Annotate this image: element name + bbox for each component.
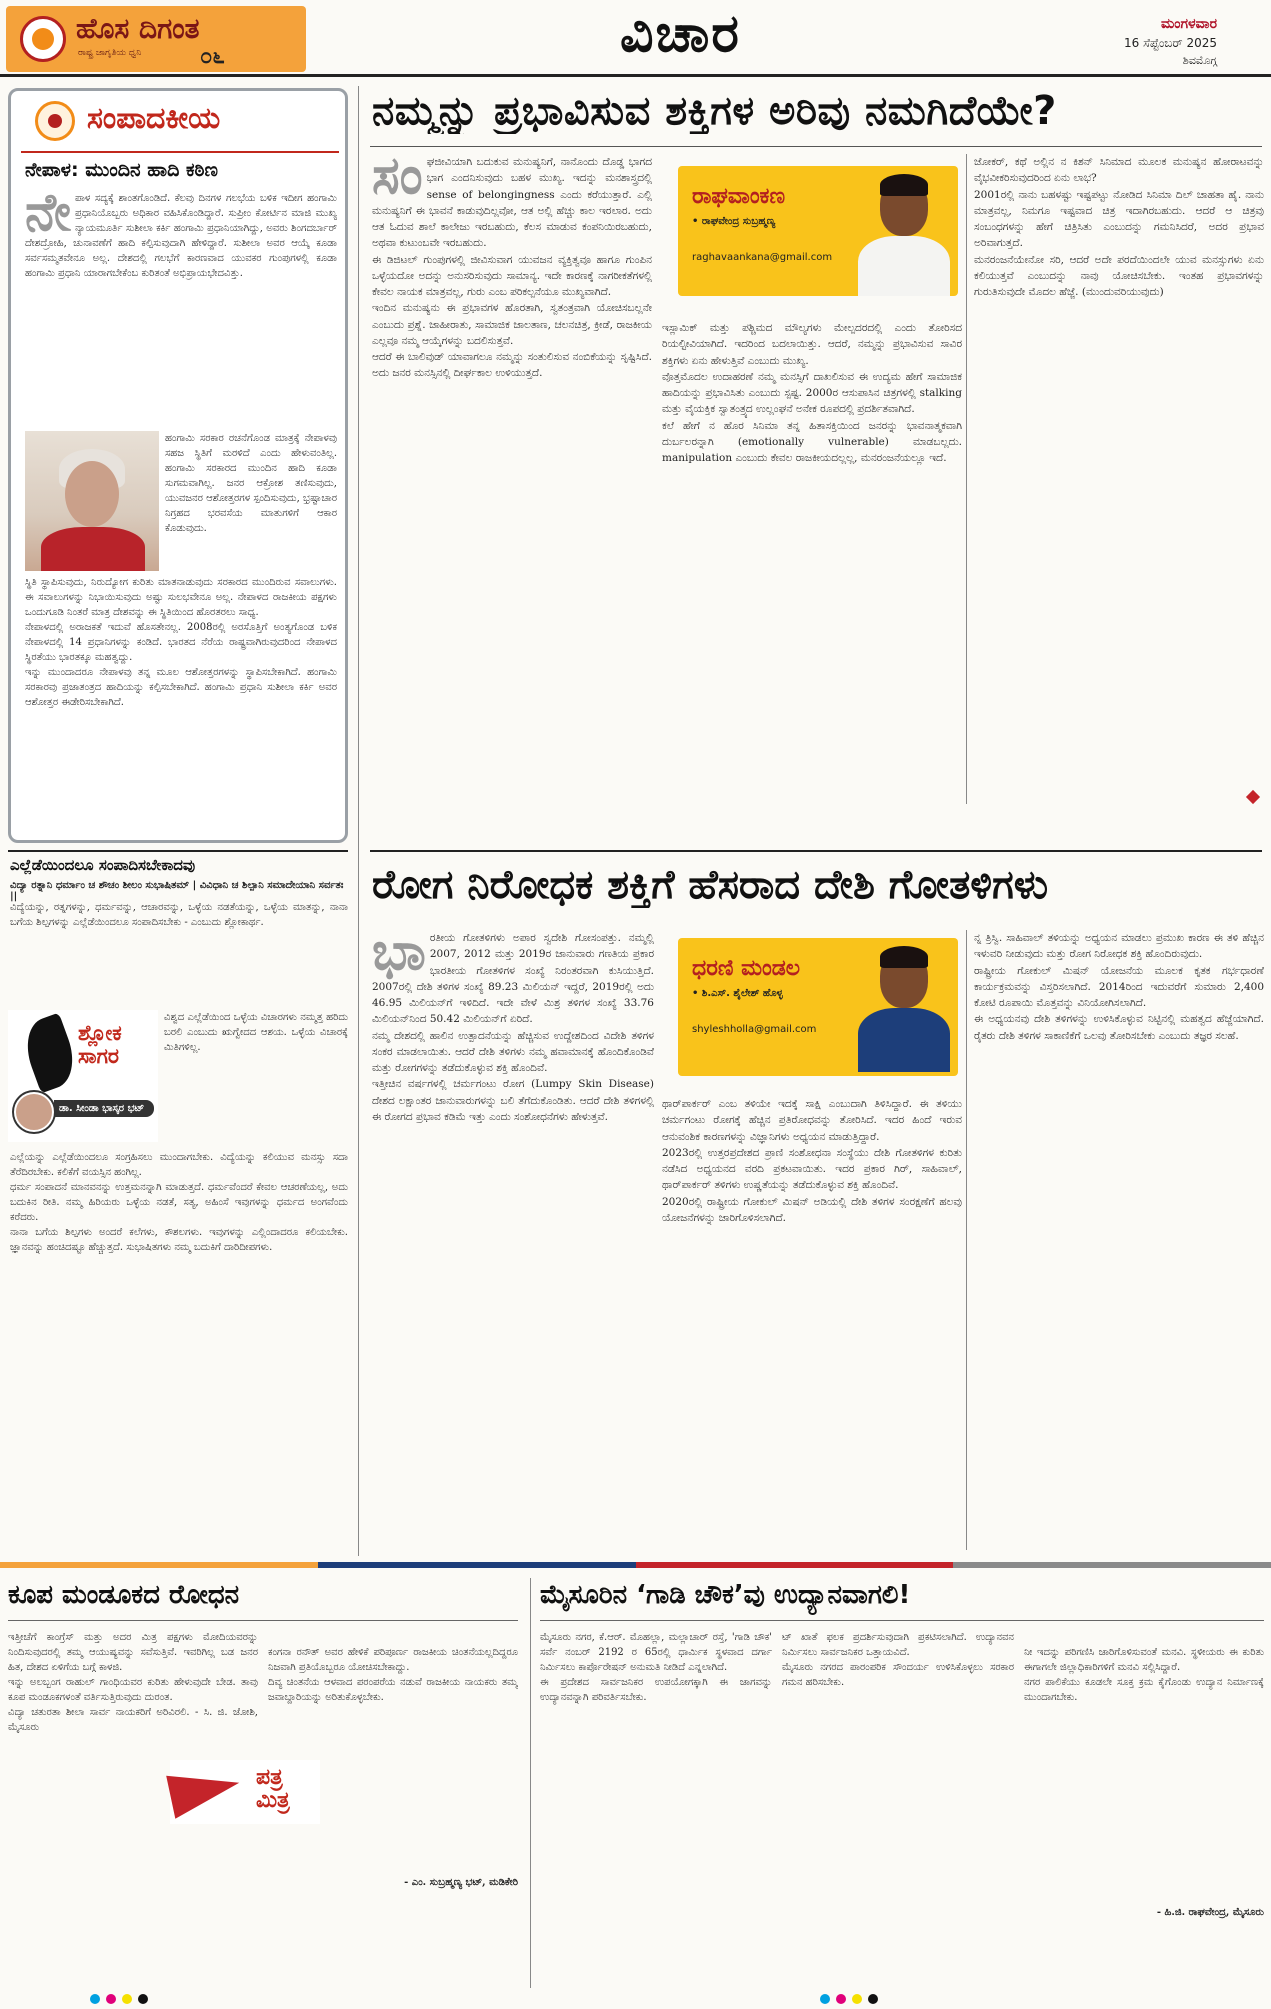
divider	[21, 151, 339, 153]
letter-body-col1: ಮೈಸೂರು ನಗರ, ಕೆ.ಆರ್. ಮೊಹಲ್ಲಾ, ಮಲ್ಲಾಚಾರ್ ರಸ್ತೆ, 'ಗಾಡಿ ಚೌಕ' ಸರ್ವೆ ನಂಬರ್ 2192 ರ 65ರಲ್ಲಿ ಧಾರ್ಮಿಕ ಸ್ಥಳವಾದ ದರ್ಗಾ ನಿರ್ಮಿಸಲು ಕಾರ್ಪೊರೇಷನ್ ಅನುಮತಿ ನೀಡಿದೆ ಎನ್ನಲಾಗಿದೆ. ಈ ಪ್ರದೇಶದ ಸಾರ್ವಜನಿಕರ ಉಪಯೋಗಕ್ಕಾಗಿ ಈ ಜಾಗವನ್ನು ಉದ್ಯಾನವನ್ನಾಗಿ ಪರಿವರ್ತಿಸಬೇಕು.	[540, 1632, 772, 1703]
letter-signature: - ಎಂ. ಸುಬ್ರಹ್ಮಣ್ಯ ಭಟ್, ಮಡಿಕೇರಿ	[404, 1877, 518, 1888]
author-email: raghavaankana@gmail.com	[692, 252, 833, 263]
print-registration-marks	[820, 1994, 878, 2004]
paper-plane-icon	[166, 1761, 244, 1819]
letter-text: ಕಂಗನಾ ರನೌತ್ ಅವರ ಹೇಳಿಕೆ ಪರಿಪೂರ್ಣ ರಾಜಕೀಯ ಚಿಂತನೆಯಲ್ಲದಿದ್ದರೂ ನಿಜವಾಗಿ ಪ್ರತಿಯೊಬ್ಬರೂ ಯೋಚಿಸಬೇಕಾದ್ದು. ದಿವ್ಯ ಚಿಂತನೆಯ ಆಳವಾದ ಪರಂಪರೆಯ ನಡುವೆ ರಾಜಕೀಯ ನಾಯಕರು ತಮ್ಮ ಜವಾಬ್ದಾರಿಯನ್ನು ಅರಿತುಕೊಳ್ಳಬೇಕು.	[268, 1647, 518, 1703]
divider	[540, 1620, 1264, 1621]
article-body-col3: ಜೋಕರ್, ಕಥೆ ಅಲ್ಲಿನ ನ ಕಿಶನ್ ಸಿನಿಮಾದ ಮೂಲಕ ಮನುಷ್ಯನ ಹೋರಾಟವನ್ನು ವೈಭವೀಕರಿಸುವುದರಿಂದ ಏನು ಲಾಭ? 2001ರಲ್ಲಿ ನಾನು ಬಹಳಷ್ಟು ಇಷ್ಟಪಟ್ಟು ನೋಡಿದ ಸಿನಿಮಾ ದಿಲ್ ಚಾಹತಾ ಹೈ. ನಾನು ಮಾತ್ರವಲ್ಲ, ನಿಮಗೂ ಇಷ್ಟವಾದ ಚಿತ್ರ ಇದಾಗಿರಬಹುದು. ಆದರೆ ಆ ಚಿತ್ರವು ಸಂಬಂಧಗಳನ್ನು ಹೇಗೆ ಚಿತ್ರಿಸಿತು ಎಂಬುದನ್ನು ಗಮನಿಸಿದರೆ, ಅದರ ಪ್ರಭಾವ ಅರಿವಾಗುತ್ತದೆ. ಮನರಂಜನೆಯೇನೋ ಸರಿ, ಆದರೆ ಅದೇ ಪರದೆಯಿಂದಲೇ ಯುವ ಮನಸ್ಸುಗಳು ಏನು ಕಲಿಯುತ್ತವೆ ಎಂಬುದನ್ನು ನಾವು ಯೋಚಿಸಬೇಕು. ಇಂತಹ ಪ್ರಭಾವಗಳನ್ನು ಗುರುತಿಸುವುದೇ ಮೊದಲ ಹೆಜ್ಜೆ. (ಮುಂದುವರಿಯುವುದು)	[974, 156, 1264, 299]
emblem-icon	[20, 16, 66, 62]
dropcap: ಭಾ	[372, 930, 426, 982]
editorial-body-2: ಹಂಗಾಮಿ ಸರಕಾರ ರಚನೆಗೊಂಡ ಮಾತ್ರಕ್ಕೆ ನೇಪಾಳವು ಸಹಜ ಸ್ಥಿತಿಗೆ ಮರಳಿದೆ ಎಂದು ಹೇಳುವಂತಿಲ್ಲ. ಹಂಗಾಮಿ ಸರಕಾರದ ಮುಂದಿನ ಹಾದಿ ಕೂಡಾ ಸುಗಮವಾಗಿಲ್ಲ. ಜನರ ಆಕ್ರೋಶ ತಣಿಸುವುದು, ಯುವಜನರ ಆಶೋತ್ತರಗಳ ಸ್ಪಂದಿಸುವುದು, ಭ್ರಷ್ಟಾಚಾರ ನಿಗ್ರಹದ ಭರವಸೆಯ ಮಾತುಗಳಿಗೆ ಆಕಾರ ಕೊಡುವುದು.	[165, 433, 337, 534]
editorial-body-1: ಪಾಳ ಸದ್ಯಕ್ಕೆ ಶಾಂತಗೊಂಡಿದೆ. ಕೆಲವು ದಿನಗಳ ಗಲಭೆಯ ಬಳಿಕ ಇದೀಗ ಹಂಗಾಮಿ ಪ್ರಧಾನಿಯೊಬ್ಬರು ಅಧಿಕಾರ ವಹಿಸಿಕೊಂಡಿದ್ದಾರೆ. ಸುಪ್ರೀಂ ಕೋರ್ಟಿನ ಮಾಜಿ ಮುಖ್ಯ ನ್ಯಾಯಮೂರ್ತಿ ಸುಶೀಲಾ ಕರ್ಕಿ ಹಂಗಾಮಿ ಪ್ರಧಾನಿಯಾಗಿದ್ದು, ಅವರು ಶಿಂಗದರ್ಬಾರ್ ದೇಶದ್ರೋಹಿ, ಚುನಾವಣೆಗೆ ಹಾದಿ ಕಲ್ಪಿಸುವುದಾಗಿ ಹೇಳಿದ್ದಾರೆ. ಸುಶೀಲಾ ಅವರ ಆಯ್ಕೆ ಕೂಡಾ ಸರ್ವಸಮ್ಮತವೇನೂ ಅಲ್ಲ. ದೇಶದಲ್ಲಿ ಗಲಭೆಗೆ ಕಾರಣವಾದ ಯುವಕರ ಗುಂಪುಗಳಲ್ಲಿ ಕೂಡಾ ಹಂಗಾಮಿ ಪ್ರಧಾನಿ ಯಾರಾಗಬೇಕೆಂಬ ಕುರಿತಂತೆ ಅಭಿಪ್ರಾಯಭೇದವಿತ್ತು.	[25, 193, 337, 279]
letter-text: ನೀ ಇದನ್ನು ಪರಿಗಣಿಸಿ ಜಾರಿಗೊಳಿಸುವಂತೆ ಮನವಿ. ಸ್ಥಳೀಯರು ಈ ಕುರಿತು ಈಗಾಗಲೇ ಜಿಲ್ಲಾಧಿಕಾರಿಗಳಿಗೆ ಮನವಿ ಸಲ್ಲಿಸಿದ್ದಾರೆ. ನಗರ ಪಾಲಿಕೆಯು ಕೂಡಲೇ ಸೂಕ್ತ ಕ್ರಮ ಕೈಗೊಂಡು ಉದ್ಯಾನ ನಿರ್ಮಾಣಕ್ಕೆ ಮುಂದಾಗಬೇಕು.	[1024, 1647, 1264, 1703]
quill-icon	[17, 1013, 82, 1094]
editorial-box	[8, 88, 348, 843]
edition-city: ಶಿವಮೊಗ್ಗ	[1182, 54, 1217, 67]
shloka-verse: ವಿದ್ಯಾ ರತ್ನಾನಿ ಧರ್ಮಾಂ ಚ ಶೌಚಂ ಶೀಲಂ ಸುಭಾಷಿತಮ್ | ವಿವಿಧಾನಿ ಚ ಶಿಲ್ಪಾನಿ ಸಮಾದೇಯಾನಿ ಸರ್ವತಃ ||	[10, 880, 344, 902]
divider	[8, 1620, 518, 1621]
shloka-body-1: ವಿದ್ಯೆಯನ್ನು, ರತ್ನಗಳನ್ನು, ಧರ್ಮವನ್ನು, ಆಚಾರವನ್ನು, ಒಳ್ಳೆಯ ನಡತೆಯನ್ನು, ಒಳ್ಳೆಯ ಮಾತನ್ನು, ನಾನಾ ಬಗೆಯ ಶಿಲ್ಪಗಳನ್ನು ಎಲ್ಲೆಡೆಯಿಂದಲೂ ಸಂಪಾದಿಸಬೇಕು - ಎಂಬುದು ಶ್ಲೋಕಾರ್ಥ.	[10, 902, 348, 928]
masthead-divider	[0, 74, 1271, 77]
newspaper-logo	[6, 6, 306, 72]
editorial-emblem-icon	[35, 101, 75, 141]
paper-name: ಹೊಸ ದಿಗಂತ	[76, 12, 200, 45]
masthead	[0, 0, 1271, 76]
author-avatar	[14, 1092, 54, 1132]
date-text: 16 ಸೆಪ್ಟೆಂಬರ್ 2025	[1123, 36, 1217, 50]
patra-mitra-badge	[170, 1760, 320, 1824]
shloka-headline: ಎಲ್ಲೆಡೆಯಿಂದಲೂ ಸಂಪಾದಿಸಬೇಕಾದವು	[10, 856, 196, 874]
author-email: shyleshholla@gmail.com	[692, 1024, 817, 1035]
editorial-body-3: ಸ್ಥಿತಿ ಸ್ಥಾಪಿಸುವುದು, ನಿರುದ್ಯೋಗ ಕುರಿತು ಮಾತನಾಡುವುದು ಸರಕಾರದ ಮುಂದಿರುವ ಸವಾಲುಗಳು. ಈ ಸವಾಲುಗಳನ್ನು ನಿಭಾಯಿಸುವುದು ಅಷ್ಟು ಸುಲಭವೇನೂ ಅಲ್ಲ. ನೇಪಾಳದ ರಾಜಕೀಯ ಪಕ್ಷಗಳು ಒಂದುಗೂಡಿ ನಿಂತರೆ ಮಾತ್ರ ದೇಶವನ್ನು ಈ ಸ್ಥಿತಿಯಿಂದ ಹೊರತರಲು ಸಾಧ್ಯ. ನೇಪಾಳದಲ್ಲಿ ಅರಾಜಕತೆ ಇದುವೆ ಹೊಸತೇನಲ್ಲ. 2008ರಲ್ಲಿ ಅರಸೊತ್ತಿಗೆ ಅಂತ್ಯಗೊಂಡ ಬಳಿಕ ನೇಪಾಳದಲ್ಲಿ 14 ಪ್ರಧಾನಿಗಳನ್ನು ಕಂಡಿದೆ. ಭಾರತದ ನೆರೆಯ ರಾಷ್ಟ್ರವಾಗಿರುವುದರಿಂದ ನೇಪಾಳದ ಸ್ಥಿರತೆಯು ಭಾರತಕ್ಕೂ ಮಹತ್ವದ್ದು. ಇನ್ನು ಮುಂದಾದರೂ ನೇಪಾಳವು ತನ್ನ ಮೂಲ ಆಶೋತ್ತರಗಳನ್ನು ಸ್ಥಾಪಿಸಬೇಕಾಗಿದೆ. ಹಂಗಾಮಿ ಸರಕಾರವು ಪ್ರಜಾತಂತ್ರದ ಹಾದಿಯನ್ನು ಕಲ್ಪಿಸಬೇಕಾಗಿದೆ. ಹಂಗಾಮಿ ಪ್ರಧಾನಿ ಸುಶೀಲಾ ಕರ್ಕಿ ಅವರ ಆಶೋತ್ತರ ಈಡೇರಿಸಬೇಕಾಗಿದೆ.	[25, 577, 337, 708]
author-name: • ರಾಘವೇಂದ್ರ ಸುಬ್ರಹ್ಮಣ್ಯ	[692, 216, 776, 227]
divider	[370, 146, 1262, 147]
article-column	[372, 154, 652, 804]
letter-body-col2: ಟ್ ಖಾತೆ ಫಲಕ ಪ್ರದರ್ಶಿಸುವುದಾಗಿ ಪ್ರಕಟಿಸಲಾಗಿದೆ. ಉದ್ಯಾನವನ ನಿರ್ಮಿಸಲು ಸಾರ್ವಜನಿಕರ ಒತ್ತಾಯವಿದೆ. ಮೈಸೂರು ನಗರದ ಪಾರಂಪರಿಕ ಸೌಂದರ್ಯ ಉಳಿಸಿಕೊಳ್ಳಲು ಸರಕಾರ ಗಮನ ಹರಿಸಬೇಕು.	[782, 1632, 1014, 1688]
letter-body-col1: ಇತ್ತೀಚೆಗೆ ಕಾಂಗ್ರೆಸ್ ಮತ್ತು ಅದರ ಮಿತ್ರ ಪಕ್ಷಗಳು ಮೋದಿಯವರನ್ನು ನಿಂದಿಸುವುದರಲ್ಲಿ ತಮ್ಮ ಆಯುಷ್ಯವನ್ನು ಸವೆಸುತ್ತಿವೆ. ಇವರಿಗಿಲ್ಲ ಬಡ ಜನರ ಹಿತ, ದೇಶದ ಏಳಿಗೆಯ ಬಗ್ಗೆ ಕಾಳಜಿ. ಇನ್ನು ಅಲಬ್ಬಂಗ ರಾಹುಲ್ ಗಾಂಧಿಯವರ ಕುರಿತು ಹೇಳುವುದೇ ಬೇಡ. ತಾವು ಕೂಪ ಮಂಡೂಕಗಳಂತೆ ವರ್ತಿಸುತ್ತಿರುವುದು ದುರಂತ. ವಿದ್ಯಾ ಚತುರತಾ ಶೀಲಾ ಸಾರ್ವ ನಾಯಕರಿಗೆ ಅರಿವಿರಲಿ. - ಸಿ. ಜಿ. ಜೋಶಿ, ಮೈಸೂರು	[8, 1632, 258, 1733]
column-divider	[966, 930, 967, 1550]
columnist-card	[678, 166, 958, 296]
letter-headline: ಮೈಸೂರಿನ ‘ಗಾಡಿ ಚೌಕ’ವು ಉದ್ಯಾನವಾಗಲಿ!	[540, 1580, 911, 1610]
paper-tagline: ರಾಷ್ಟ್ರ ಜಾಗೃತಿಯ ಧ್ವನಿ	[78, 48, 142, 58]
column-divider	[358, 86, 359, 1556]
article-body-col1: ಘಜೀವಿಯಾಗಿ ಬದುಕುವ ಮನುಷ್ಯನಿಗೆ, ನಾನೊಂದು ದೊಡ್ಡ ಭಾಗದ ಭಾಗ ಎಂದನಿಸುವುದು ಬಹಳ ಮುಖ್ಯ. ಇದನ್ನು ಮನಶಾಸ್ತ್ರದಲ್ಲಿ sense of belongingness ಎಂದು ಕರೆಯುತ್ತಾರೆ. ಎಲ್ಲಿ ಮನುಷ್ಯನಿಗೆ ಈ ಭಾವನೆ ಕಾಡುವುದಿಲ್ಲವೋ, ಆತ ಅಲ್ಲಿ ಹೆಚ್ಚು ಕಾಲ ಇರಲಾರ. ಅದು ಆತ ಓದುವ ಶಾಲೆ ಕಾಲೇಜು ಇರಬಹುದು, ಕೆಲಸ ಮಾಡುವ ಕಂಪನಿಯಿರಬಹುದು, ಅಥವಾ ಕುಟುಂಬವೇ ಇರಬಹುದು. ಈ ಡಿಜಿಟಲ್ ಗುಂಪುಗಳಲ್ಲಿ ಜೀವಿಸುವಾಗ ಯುವಜನ ವ್ಯಕ್ತಿತ್ವವೂ ಹಾಗೂ ಗುಂಪಿನ ಒಳ್ಳೆಯದೋ ಅದನ್ನು ಅನುಸರಿಸುವುದು ಸಾಮಾನ್ಯ. ಇದೇ ಕಾರಣಕ್ಕೆ ನಾಗರೀಕತೆಗಳಲ್ಲಿ ಕೇವಲ ನಾಯಕ ಮಾತ್ರವಲ್ಲ, ಗುರು ಎಂಬ ಪರಿಕಲ್ಪನೆಯೂ ಮುಖ್ಯವಾಗಿದೆ. ಇಂದಿನ ಮನುಷ್ಯನು ಈ ಪ್ರಭಾವಗಳ ಹೊರತಾಗಿ, ಸ್ವತಂತ್ರವಾಗಿ ಯೋಚಿಸಬಲ್ಲನೇ ಎಂಬುದು ಪ್ರಶ್ನೆ. ಜಾಹೀರಾತು, ಸಾಮಾಜಿಕ ಜಾಲತಾಣ, ಚಲನಚಿತ್ರ, ಕ್ರೀಡೆ, ರಾಜಕೀಯ ಎಲ್ಲವೂ ನಮ್ಮ ಆಯ್ಕೆಗಳನ್ನು ಬದಲಿಸುತ್ತವೆ. ಆದರೆ ಈ ಬಾಲಿವುಡ್ ಯಾವಾಗಲೂ ನಮ್ಮನ್ನು ಸಂತುಲಿಸುವ ನಂಬಿಕೆಯನ್ನು ಸೃಷ್ಟಿಸಿದೆ. ಅದು ಜನರ ಮನಸ್ಸಿನಲ್ಲಿ ದೀರ್ಘಕಾಲ ಉಳಿಯುತ್ತದೆ.	[372, 156, 652, 380]
section-title: ವಿಚಾರ	[620, 4, 741, 64]
article-headline: ರೋಗ ನಿರೋಧಕ ಶಕ್ತಿಗೆ ಹೆಸರಾದ ದೇಶಿ ಗೋತಳಿಗಳು	[372, 862, 1049, 908]
column-name: ಶ್ಲೋಕ ಸಾಗರ	[78, 1021, 122, 1069]
article-column	[372, 930, 654, 1550]
column-divider	[530, 1578, 531, 1988]
shloka-body-3: ಎಲ್ಲೆಯನ್ನು ಎಲ್ಲೆಡೆಯಿಂದಲೂ ಸಂಗ್ರಹಿಸಲು ಮುಂದಾಗಬೇಕು. ವಿದ್ಯೆಯನ್ನು ಕಲಿಯುವ ಮನಸ್ಸು ಸದಾ ತೆರೆದಿರಬೇಕು. ಕಲಿಕೆಗೆ ವಯಸ್ಸಿನ ಹಂಗಿಲ್ಲ. ಧರ್ಮ ಸಂಪಾದನೆ ಮಾನವನನ್ನು ಉತ್ತಮನನ್ನಾಗಿ ಮಾಡುತ್ತದೆ. ಧರ್ಮವೆಂದರೆ ಕೇವಲ ಆಚರಣೆಯಲ್ಲ, ಅದು ಬದುಕಿನ ರೀತಿ. ನಮ್ಮ ಹಿರಿಯರು ಒಳ್ಳೆಯ ನಡತೆ, ಸತ್ಯ, ಅಹಿಂಸೆ ಇವುಗಳನ್ನು ಧರ್ಮದ ಅಂಗವೆಂದು ಕರೆದರು. ನಾನಾ ಬಗೆಯ ಶಿಲ್ಪಗಳು ಅಂದರೆ ಕಲೆಗಳು, ಕೌಶಲಗಳು. ಇವುಗಳನ್ನು ಎಲ್ಲಿಂದಾದರೂ ಕಲಿಯಬೇಕು. ಜ್ಞಾನವನ್ನು ಹಂಚಿದಷ್ಟೂ ಹೆಚ್ಚುತ್ತದೆ. ಸುಭಾಷಿತಗಳು ನಮ್ಮ ಬದುಕಿಗೆ ದಾರಿದೀಪಗಳು.	[10, 1152, 348, 1253]
divider	[370, 850, 1262, 852]
date-day: ಮಂಗಳವಾರ	[1160, 16, 1217, 32]
editorial-photo	[25, 431, 159, 571]
print-registration-marks	[90, 1994, 148, 2004]
column-name: ಧರಣಿ ಮಂಡಲ	[692, 956, 801, 981]
dropcap: ಸಂ	[372, 154, 423, 206]
dropcap: ನೇ	[25, 191, 71, 243]
letter-body-col3	[1024, 1630, 1264, 1995]
columnist-card	[678, 938, 958, 1076]
editorial-paragraph	[25, 191, 337, 431]
article-body-col2: ಇಸ್ಲಾಮಿಕ್ ಮತ್ತು ಪಶ್ಚಿಮದ ಮೌಲ್ಯಗಳು ಮೇಲ್ಪದರದಲ್ಲಿ ಎಂದು ತೋರಿಸದ ರಿಯಲ್ಟೀವಿಯಾಗಿದೆ. ಇದರಿಂದ ಬದಲಾಯಿತ್ತು. ಆದರೆ, ನಮ್ಮನ್ನು ಪ್ರಭಾವಿಸುವ ಸಾವಿರ ಶಕ್ತಿಗಳು ಏನು ಹೇಳುತ್ತಿವೆ ಎಂಬುದು ಮುಖ್ಯ. ವೊತ್ತಮೊದಲ ಉದಾಹರಣೆ ನಮ್ಮ ಮನಸ್ಸಿಗೆ ದಾಖಲಿಸುವ ಈ ಉದ್ಯಮ ಹೇಗೆ ಸಾಮಾಜಿಕ ಹಾದಿಯನ್ನು ಪ್ರಭಾವಿಸಿತು ಎಂಬುದು ಸ್ಪಷ್ಟ. 2000ರ ಆಸುಪಾಸಿನ ಚಿತ್ರಗಳಲ್ಲಿ stalking ಮತ್ತು ವೈಯಕ್ತಿಕ ಸ್ವಾತಂತ್ರ್ಯದ ಉಲ್ಲಂಘನೆ ಅನೇಕ ರೂಪದಲ್ಲಿ ಪ್ರದರ್ಶಿತವಾಗಿದೆ. ಕಲೆ ಹೇಗೆ ನ ಹೊರ ಸಿನಿಮಾ ತನ್ನ ಹಿತಾಸಕ್ತಿಯಿಂದ ಜನರನ್ನು ಭಾವನಾತ್ಮಕವಾಗಿ ದುರ್ಬಲರನ್ನಾಗಿ (emotionally vulnerable) ಮಾಡಬಲ್ಲದು. manipulation ಎಂಬುದು ಕೇವಲ ರಾಜಕೀಯದಲ್ಲಲ್ಲ, ಮನರಂಜನೆಯಲ್ಲೂ ಇದೆ.	[662, 322, 962, 465]
author-name: • ಶಿ.ಎಸ್. ಶೈಲೇಶ್ ಹೊಳ್ಳ	[692, 988, 783, 999]
article-body-col3: ನ್ನ ತ್ರಿಸ್ವಿ. ಸಾಹಿವಾಲ್ ತಳಿಯನ್ನು ಅಧ್ಯಯನ ಮಾಡಲು ಪ್ರಮುಖ ಕಾರಣ ಈ ತಳಿ ಹೆಚ್ಚಿನ ಇಳುವರಿ ನೀಡುವುದು ಮತ್ತು ರೋಗ ನಿರೋಧಕ ಶಕ್ತಿ ಹೊಂದಿರುವುದು. ರಾಷ್ಟ್ರೀಯ ಗೋಕುಲ್ ಮಿಷನ್ ಯೋಜನೆಯ ಮೂಲಕ ಕೃತಕ ಗರ್ಭಧಾರಣೆ ಕಾರ್ಯಕ್ರಮವನ್ನು ವಿಸ್ತರಿಸಲಾಗಿದೆ. 2014ರಿಂದ ಇದುವರೆಗೆ ಸುಮಾರು 2,400 ಕೋಟಿ ರೂಪಾಯಿ ಮೊತ್ತವನ್ನು ವಿನಿಯೋಗಿಸಲಾಗಿದೆ. ಈ ಅಧ್ಯಯನವು ದೇಶಿ ತಳಿಗಳನ್ನು ಉಳಿಸಿಕೊಳ್ಳುವ ನಿಟ್ಟಿನಲ್ಲಿ ಮಹತ್ವದ ಹೆಜ್ಜೆಯಾಗಿದೆ. ರೈತರು ದೇಶಿ ತಳಿಗಳ ಸಾಕಾಣಿಕೆಗೆ ಒಲವು ತೋರಿಸಬೇಕು ಎಂಬುದು ತಜ್ಞರ ಸಲಹೆ.	[974, 932, 1264, 1042]
author-photo	[852, 942, 954, 1068]
article-headline: ನಮ್ಮನ್ನು ಪ್ರಭಾವಿಸುವ ಶಕ್ತಿಗಳ ಅರಿವು ನಮಗಿದೆಯೇ?	[372, 88, 1057, 134]
author-photo	[852, 170, 954, 296]
shloka-body-2: ವಿಶ್ವದ ಎಲ್ಲೆಡೆಯಿಂದ ಒಳ್ಳೆಯ ವಿಚಾರಗಳು ನಮ್ಮತ್ತ ಹರಿದು ಬರಲಿ ಎಂಬುದು ಋಗ್ವೇದದ ಆಶಯ. ಒಳ್ಳೆಯ ವಿಚಾರಕ್ಕೆ ಮಿತಿಗಳಿಲ್ಲ.	[164, 1012, 348, 1053]
article-body-col2: ಥಾರ್‌ಪಾರ್ಕರ್ ಎಂಬ ತಳಿಯೇ ಇದಕ್ಕೆ ಸಾಕ್ಷಿ ಎಂಬುದಾಗಿ ತಿಳಿಸಿದ್ದಾರೆ. ಈ ತಳಿಯು ಚರ್ಮಗಂಟು ರೋಗಕ್ಕೆ ಹೆಚ್ಚಿನ ಪ್ರತಿರೋಧವನ್ನು ತೋರಿಸಿದೆ. ಇದರ ಹಿಂದೆ ಇರುವ ಆನುವಂಶಿಕ ಕಾರಣಗಳನ್ನು ವಿಜ್ಞಾನಿಗಳು ಅಧ್ಯಯನ ಮಾಡುತ್ತಿದ್ದಾರೆ. 2023ರಲ್ಲಿ ಉತ್ತರಪ್ರದೇಶದ ಪ್ರಾಣಿ ಸಂಶೋಧನಾ ಸಂಸ್ಥೆಯು ದೇಶಿ ಗೋತಳಿಗಳ ಕುರಿತು ನಡೆಸಿದ ಅಧ್ಯಯನದ ವರದಿ ಪ್ರಕಟವಾಯಿತು. ಇದರ ಪ್ರಕಾರ ಗಿರ್, ಸಾಹಿವಾಲ್, ಥಾರ್‌ಪಾರ್ಕರ್ ತಳಿಗಳು ಉಷ್ಣತೆಯನ್ನು ತಡೆದುಕೊಳ್ಳುವ ಶಕ್ತಿ ಹೊಂದಿವೆ. 2020ರಲ್ಲಿ ರಾಷ್ಟ್ರೀಯ ಗೋಕುಲ್ ಮಿಷನ್ ಅಡಿಯಲ್ಲಿ ದೇಶಿ ತಳಿಗಳ ಸಂರಕ್ಷಣೆಗೆ ಹಲವು ಯೋಜನೆಗಳನ್ನು ಜಾರಿಗೊಳಿಸಲಾಗಿದೆ.	[662, 1098, 962, 1224]
shloka-column-badge	[8, 1010, 158, 1142]
section-divider-bar	[0, 1562, 1271, 1568]
article-body-col1: ರತೀಯ ಗೋತಳಿಗಳು ಅಪಾರ ಸ್ವದೇಶಿ ಗೋಸಂಪತ್ತು. ನಮ್ಮಲ್ಲಿ 2007, 2012 ಮತ್ತು 2019ರ ಜಾನುವಾರು ಗಣತಿಯ ಪ್ರಕಾರ ಭಾರತೀಯ ಗೋತಳಿಗಳ ಸಂಖ್ಯೆ ನಿರಂತರವಾಗಿ ಕುಸಿಯುತ್ತಿದೆ. 2007ರಲ್ಲಿ ದೇಶಿ ತಳಿಗಳ ಸಂಖ್ಯೆ 89.23 ಮಿಲಿಯನ್ ಇದ್ದರೆ, 2019ರಲ್ಲಿ ಅದು 46.95 ಮಿಲಿಯನ್‌ಗೆ ಇಳಿದಿದೆ. ಇದೇ ವೇಳೆ ಮಿಶ್ರ ತಳಿಗಳ ಸಂಖ್ಯೆ 33.76 ಮಿಲಿಯನ್‌ನಿಂದ 50.42 ಮಿಲಿಯನ್‌ಗೆ ಏರಿದೆ. ನಮ್ಮ ದೇಶದಲ್ಲಿ ಹಾಲಿನ ಉತ್ಪಾದನೆಯನ್ನು ಹೆಚ್ಚಿಸುವ ಉದ್ದೇಶದಿಂದ ವಿದೇಶಿ ತಳಿಗಳ ಸಂಕರ ಮಾಡಲಾಯಿತು. ಆದರೆ ದೇಶಿ ತಳಿಗಳು ನಮ್ಮ ಹವಾಮಾನಕ್ಕೆ ಹೊಂದಿಕೊಂಡಿವೆ ಮತ್ತು ರೋಗಗಳನ್ನು ತಡೆದುಕೊಳ್ಳುವ ಶಕ್ತಿ ಹೊಂದಿವೆ. ಇತ್ತೀಚಿನ ವರ್ಷಗಳಲ್ಲಿ ಚರ್ಮಗಂಟು ರೋಗ (Lumpy Skin Disease) ದೇಶದ ಲಕ್ಷಾಂತರ ಜಾನುವಾರುಗಳನ್ನು ಬಲಿ ತೆಗೆದುಕೊಂಡಿತು. ಆದರೆ ದೇಶಿ ತಳಿಗಳಲ್ಲಿ ಈ ರೋಗದ ಪ್ರಭಾವ ಕಡಿಮೆ ಇತ್ತು ಎಂದು ಸಂಶೋಧನೆಗಳು ಹೇಳುತ್ತವೆ.	[372, 932, 654, 1123]
letter-headline: ಕೂಪ ಮಂಡೂಕದ ರೋಧನ	[8, 1580, 240, 1610]
author-name: ಡಾ. ಸೀಂಡಾ ಭಾಸ್ಕರ ಭಟ್	[54, 1100, 154, 1117]
column-name: ಪತ್ರ ಮಿತ್ರ	[254, 1764, 320, 1814]
page-number: ೦೬	[200, 44, 225, 69]
column-name: ರಾಘವಾಂಕಣ	[692, 184, 786, 209]
letter-signature: - ಹಿ.ಜಿ. ರಾಘವೇಂದ್ರ, ಮೈಸೂರು	[1156, 1907, 1264, 1918]
column-divider	[966, 154, 967, 804]
divider	[8, 850, 348, 852]
editorial-label: ಸಂಪಾದಕೀಯ	[87, 101, 221, 136]
editorial-title: ನೇಪಾಳ: ಮುಂದಿನ ಹಾದಿ ಕಠಿಣ	[25, 159, 219, 181]
